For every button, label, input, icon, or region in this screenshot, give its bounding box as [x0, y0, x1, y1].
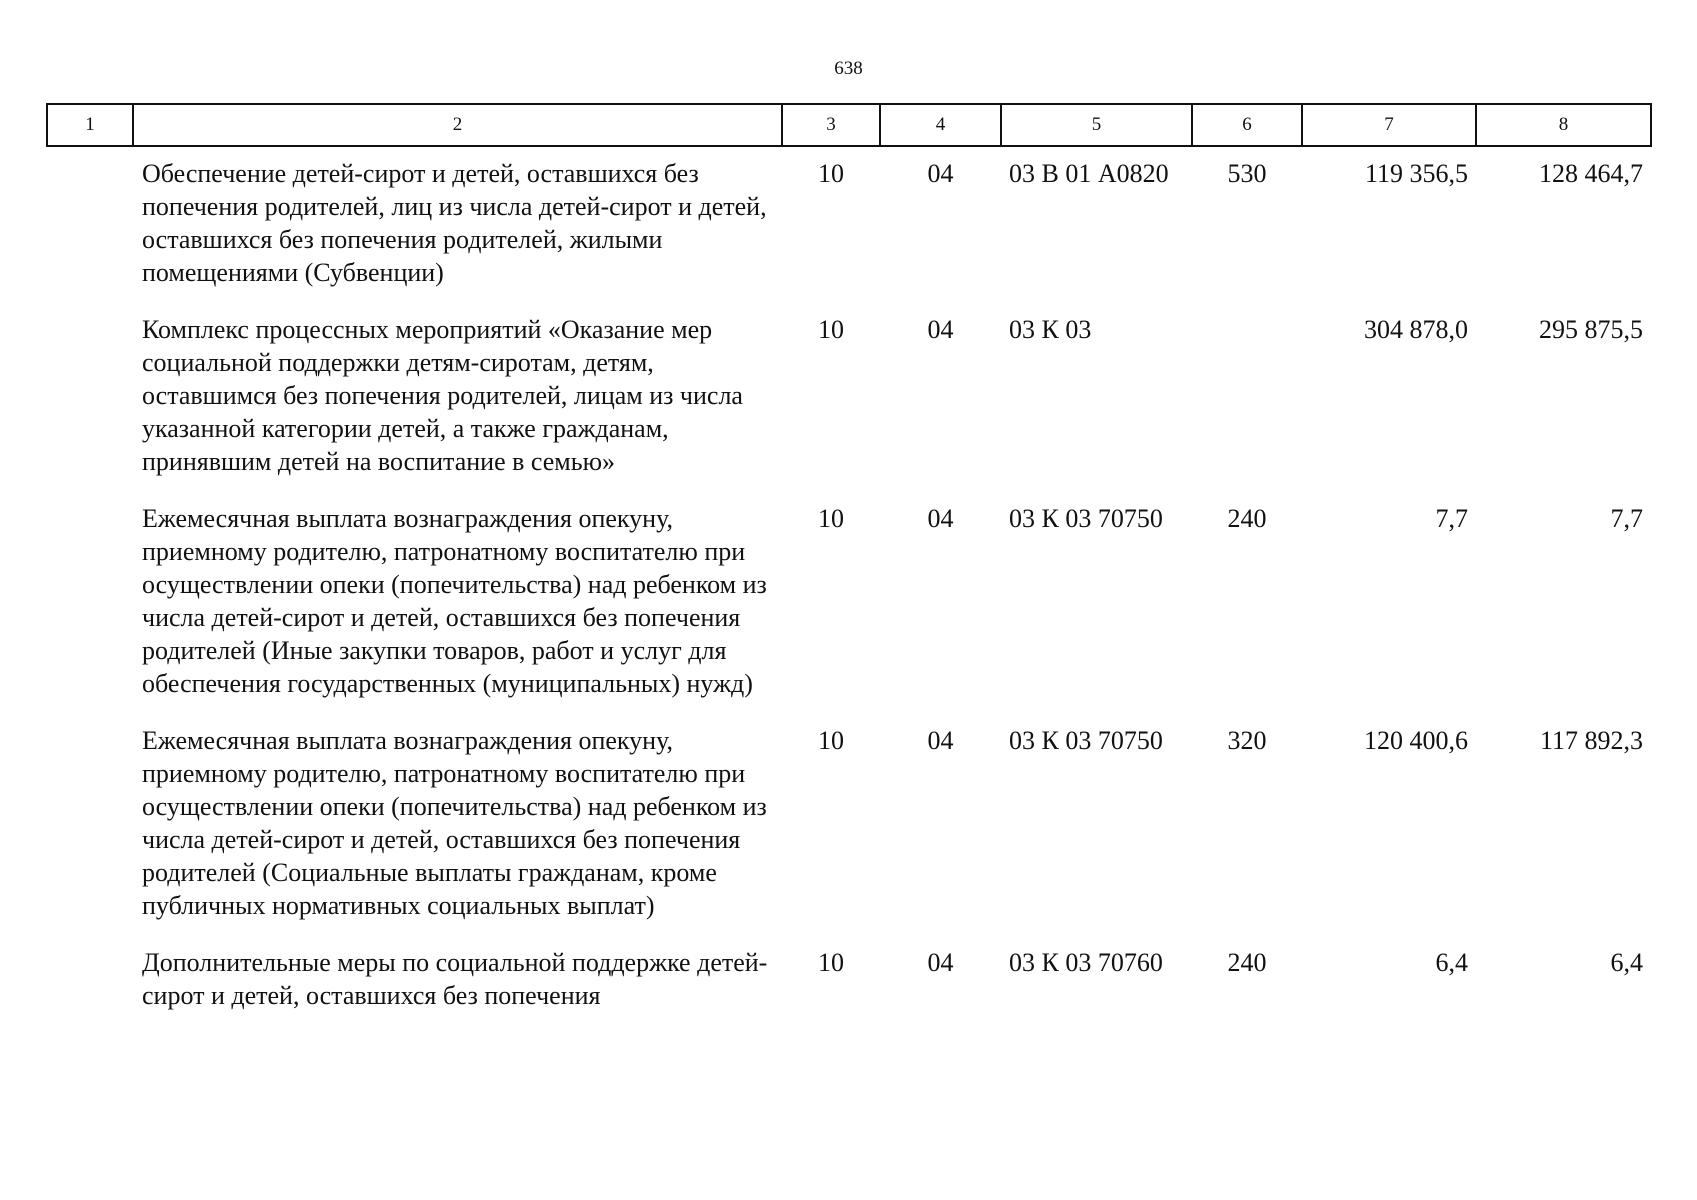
table-row: [47, 146, 1651, 301]
target-code-cell: 03 К 03: [1009, 315, 1092, 344]
subsection-cell: 04: [927, 315, 954, 344]
sum-year1-cell: 120 400,6: [1364, 726, 1468, 755]
section-cell: 10: [818, 726, 844, 755]
row-number-cell: [47, 301, 133, 490]
sum-year1-cell: 7,7: [1435, 504, 1468, 533]
header-cell-5: 5: [1001, 104, 1192, 146]
description-cell: Комплекс процессных мероприятий «Оказание мер социальной поддержки детям-сиротам, детям, оставшимся без попечения родителей, лицам из числа указанной категории детей, а также гражданам, принявшим детей на воспитание в семью»: [142, 315, 743, 476]
description-cell: Обеспечение детей-сирот и детей, оставшихся без попечения родителей, лиц из числа детей-сирот и детей, оставшихся без попечения родителей, жилыми помещениями (Субвенции): [142, 159, 767, 287]
header-cell-6: 6: [1192, 104, 1302, 146]
table-row: [47, 301, 1651, 490]
sum-year1-cell: 119 356,5: [1364, 159, 1468, 188]
subsection-cell: 04: [927, 726, 954, 755]
row-number-cell: [47, 490, 133, 712]
description-cell: Дополнительные меры по социальной поддержке детей-сирот и детей, оставшихся без попечения: [142, 948, 768, 1010]
table-row: [47, 934, 1651, 1024]
section-cell: 10: [818, 948, 844, 977]
table-body: [47, 146, 1651, 1024]
target-code-cell: 03 В 01 А0820: [1009, 159, 1169, 188]
row-number-cell: [47, 146, 133, 301]
target-code-cell: 03 К 03 70750: [1009, 726, 1163, 755]
target-code-cell: 03 К 03 70750: [1009, 504, 1163, 533]
description-cell: Ежемесячная выплата вознаграждения опекуну, приемному родителю, патронатному воспитателю при осуществлении опеки (попечительства) над ребенком из числа детей-сирот и детей, оставшихся без попечения родителей (Социальные выплаты гражданам, кроме публичных нормативных социальных выплат): [142, 726, 767, 920]
header-cell-8: 8: [1476, 104, 1651, 146]
sum-year2-cell: 128 464,7: [1539, 159, 1643, 188]
table-row: [47, 712, 1651, 934]
sum-year2-cell: 6,4: [1610, 948, 1643, 977]
subsection-cell: 04: [927, 948, 954, 977]
expense-type-cell: 320: [1227, 726, 1267, 755]
section-cell: 10: [818, 315, 844, 344]
table-header: [47, 104, 1651, 146]
section-cell: 10: [818, 504, 844, 533]
sum-year1-cell: 6,4: [1435, 948, 1468, 977]
subsection-cell: 04: [927, 159, 954, 188]
expense-type-cell: 240: [1227, 504, 1267, 533]
description-cell: Ежемесячная выплата вознаграждения опекуну, приемному родителю, патронатному воспитателю при осуществлении опеки (попечительства) над ребенком из числа детей-сирот и детей, оставшихся без попечения родителей (Иные закупки товаров, работ и услуг для обеспечения государственных (муниципальных) нужд): [142, 504, 767, 698]
row-number-cell: [47, 712, 133, 934]
sum-year1-cell: 304 878,0: [1364, 315, 1468, 344]
header-cell-1: 1: [47, 104, 133, 146]
section-cell: 10: [818, 159, 844, 188]
budget-table: [46, 103, 1652, 1024]
sum-year2-cell: 7,7: [1610, 504, 1643, 533]
table-row: [47, 490, 1651, 712]
header-row: [47, 104, 1651, 146]
row-number-cell: [47, 934, 133, 1024]
sum-year2-cell: 295 875,5: [1539, 315, 1643, 344]
subsection-cell: 04: [927, 504, 954, 533]
header-cell-2: 2: [133, 104, 782, 146]
expense-type-cell: 240: [1227, 948, 1267, 977]
header-cell-7: 7: [1302, 104, 1476, 146]
expense-type-cell: 530: [1227, 159, 1267, 188]
expense-type-cell: [1192, 301, 1302, 490]
target-code-cell: 03 К 03 70760: [1009, 948, 1163, 977]
sum-year2-cell: 117 892,3: [1539, 726, 1643, 755]
header-cell-3: 3: [782, 104, 880, 146]
header-cell-4: 4: [880, 104, 1001, 146]
page-number: 638: [834, 58, 863, 79]
